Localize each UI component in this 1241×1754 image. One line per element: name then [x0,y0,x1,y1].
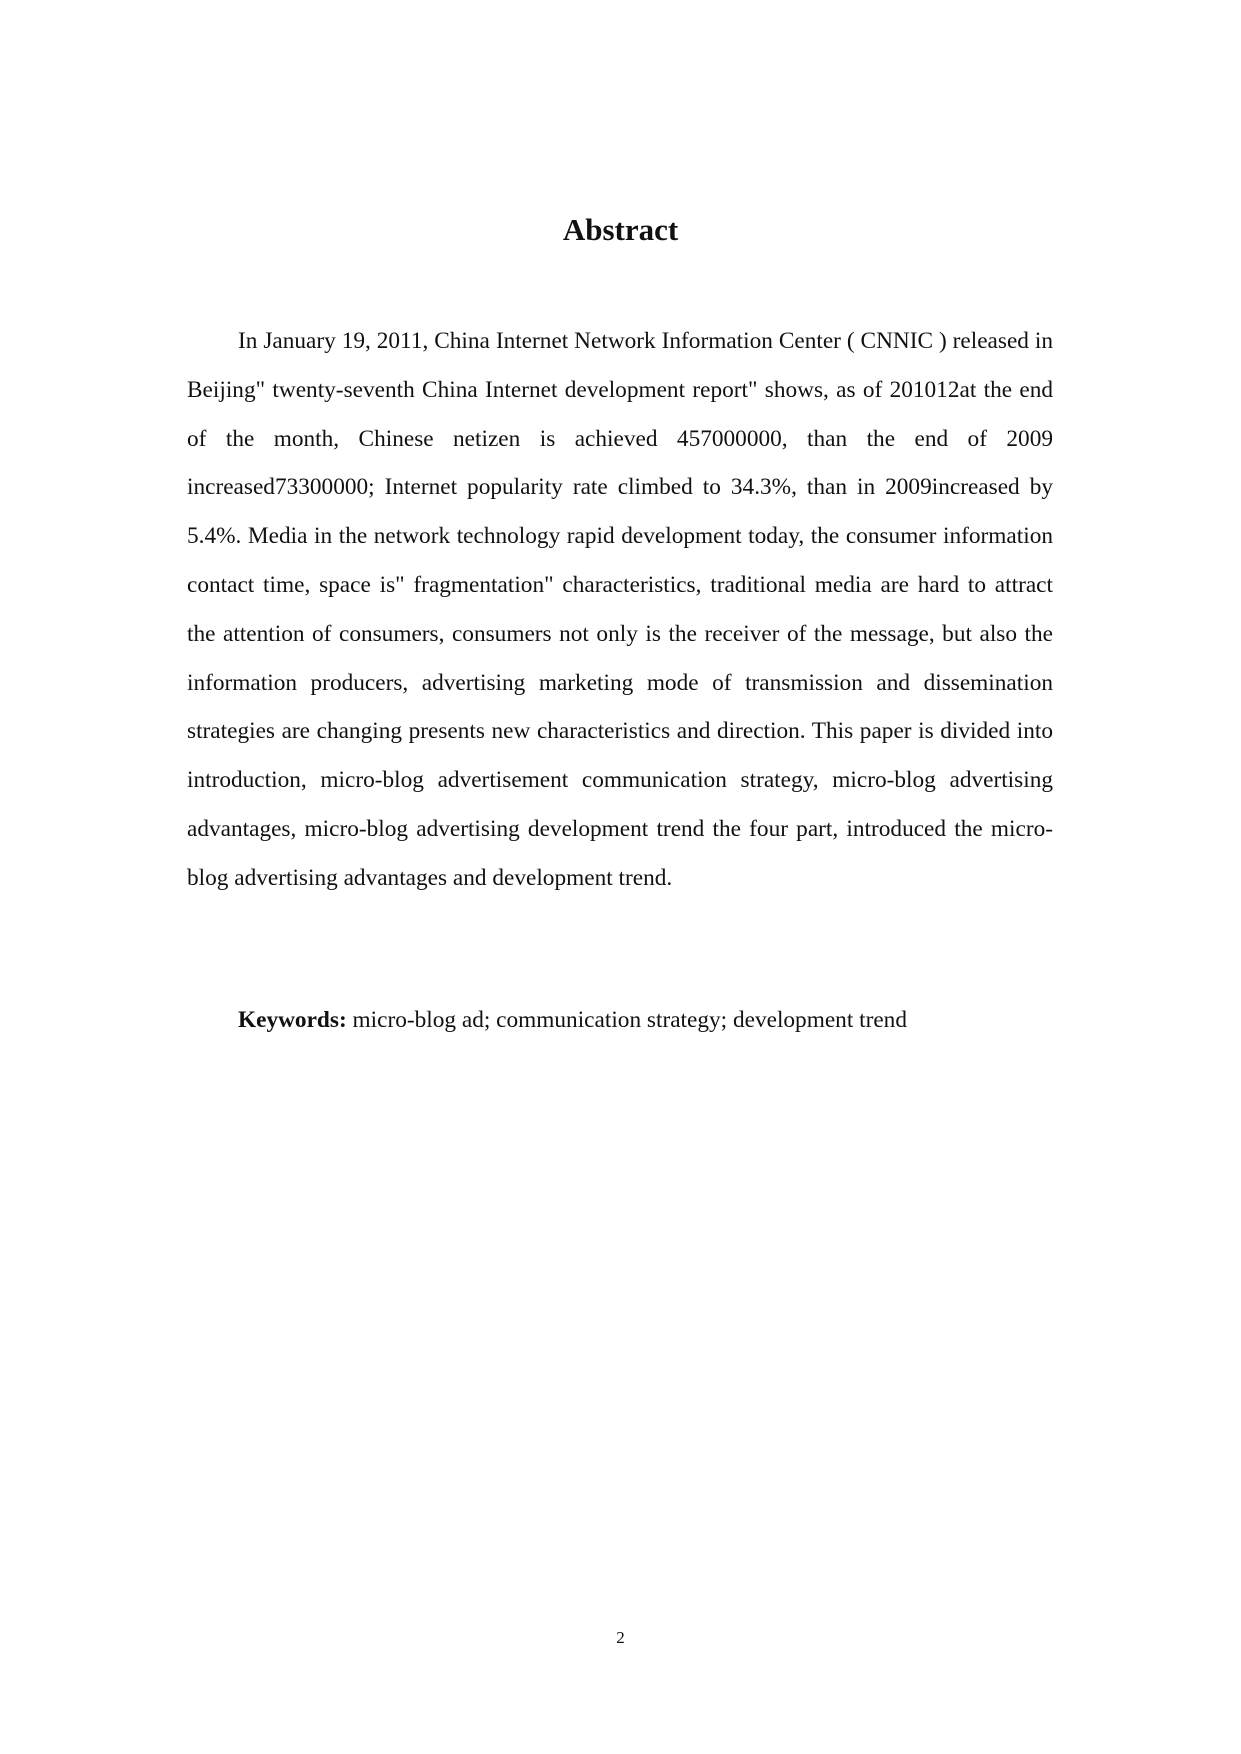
keywords-value: micro-blog ad; communication strategy; development trend [346,1007,907,1033]
abstract-body: In January 19, 2011, China Internet Network Information Center ( CNNIC ) released in Beijing" twenty-seventh China Internet development report" shows, as of 201012at the end of the month, Chinese netizen is achieved 457000000, than the end of 2009 increased73300000; Internet popularity rate climbed to 34.3%, than in 2009increased by 5.4%. Media in the network technology rapid development today, the consumer information contact time, space is" fragmentation" characteristics, traditional media are hard to attract the attention of consumers, consumers not only is the receiver of the message, but also the information producers, advertising marketing mode of transmission and dissemination strategies are changing presents new characteristics and direction. This paper is divided into introduction, micro-blog advertisement communication strategy, micro-blog advertising advantages, micro-blog advertising development trend the four part, introduced the micro-blog advertising advantages and development trend. [187,328,1053,891]
keywords-label: Keywords: [238,1007,347,1033]
page-number: 2 [616,1628,625,1647]
abstract-title: Abstract [562,212,679,247]
keywords-line [238,996,1053,1044]
